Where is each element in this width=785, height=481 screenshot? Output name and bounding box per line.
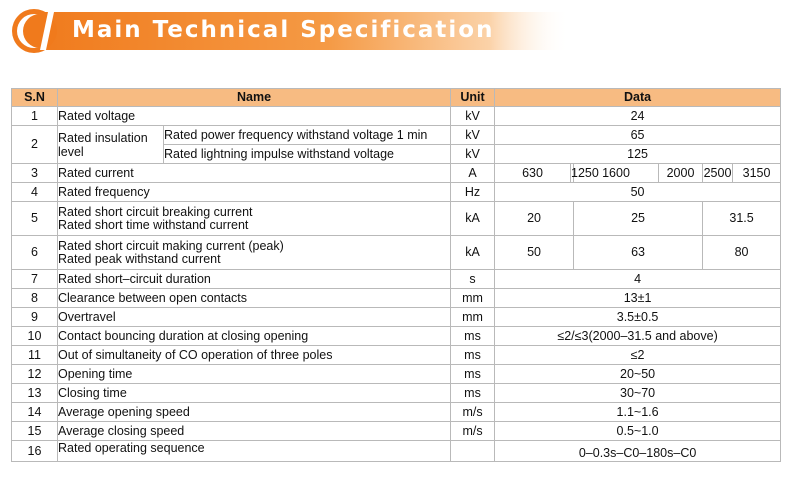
row-sub-name: Rated lightning impulse withstand voltage: [164, 145, 451, 164]
row-sn: 9: [12, 308, 58, 327]
row-name: Rated voltage: [58, 107, 451, 126]
table-header-row: [12, 89, 781, 107]
table-row: [12, 365, 781, 384]
row-data: ≤2: [495, 346, 781, 365]
row-data: 24: [495, 107, 781, 126]
row-unit: [451, 441, 495, 462]
row-sn: 7: [12, 270, 58, 289]
row-name: Contact bouncing duration at closing opening: [58, 327, 451, 346]
table-row: [12, 308, 781, 327]
row-unit: m/s: [451, 422, 495, 441]
row-data: ≤2/≤3(2000–31.5 and above): [495, 327, 781, 346]
row-sn: 8: [12, 289, 58, 308]
table-row: [12, 236, 781, 270]
row-unit: A: [451, 164, 495, 183]
row-name: Rated operating sequence: [58, 441, 451, 462]
breaking-current-value: 20: [495, 202, 574, 236]
table-row: [12, 403, 781, 422]
table-row: [12, 422, 781, 441]
row-data: 125: [495, 145, 781, 164]
row-sn: 15: [12, 422, 58, 441]
table-row: [12, 384, 781, 403]
row-sn: 10: [12, 327, 58, 346]
row-sn: 14: [12, 403, 58, 422]
row-unit: ms: [451, 327, 495, 346]
row-sn: 16: [12, 441, 58, 462]
title-banner: [10, 8, 570, 54]
row-unit: mm: [451, 308, 495, 327]
row-data: 13±1: [495, 289, 781, 308]
row-sn: 1: [12, 107, 58, 126]
row-name-line: Rated short circuit making current (peak): [58, 238, 284, 253]
row-data: 65: [495, 126, 781, 145]
breaking-current-value: 31.5: [703, 202, 781, 236]
row-unit: m/s: [451, 403, 495, 422]
current-value: 3150: [733, 164, 781, 183]
row-unit: kV: [451, 126, 495, 145]
row-data: 0–0.3s–C0–180s–C0: [495, 441, 781, 462]
row-name: Overtravel: [58, 308, 451, 327]
row-unit: ms: [451, 346, 495, 365]
header-sn: S.N: [12, 89, 58, 107]
header-data: Data: [495, 89, 781, 107]
row-sn: 11: [12, 346, 58, 365]
row-name: Average closing speed: [58, 422, 451, 441]
current-value: 1600: [574, 164, 659, 183]
row-unit: kA: [451, 202, 495, 236]
row-name-line: Rated short time withstand current: [58, 217, 249, 232]
row-sn: 12: [12, 365, 58, 384]
row-sn: 3: [12, 164, 58, 183]
row-name-line: Rated peak withstand current: [58, 251, 221, 266]
row-name: Closing time: [58, 384, 451, 403]
row-name: Rated current: [58, 164, 451, 183]
row-data: 50: [495, 183, 781, 202]
row-sub-name: Rated power frequency withstand voltage 1 min: [164, 126, 451, 145]
row-data: 30~70: [495, 384, 781, 403]
page-title: Main Technical Specification: [72, 17, 495, 43]
row-name: Average opening speed: [58, 403, 451, 422]
table-row: [12, 270, 781, 289]
current-value: 630: [495, 164, 571, 183]
row-unit: kV: [451, 145, 495, 164]
making-current-value: 50: [495, 236, 574, 270]
row-name: Opening time: [58, 365, 451, 384]
row-name: Out of simultaneity of CO operation of three poles: [58, 346, 451, 365]
header-unit: Unit: [451, 89, 495, 107]
row-name: Rated short–circuit duration: [58, 270, 451, 289]
header-name: Name: [58, 89, 451, 107]
making-current-value: 80: [703, 236, 781, 270]
row-sn: 13: [12, 384, 58, 403]
row-unit: kV: [451, 107, 495, 126]
breaking-current-value: 25: [574, 202, 703, 236]
table-row: [12, 289, 781, 308]
table-row: [12, 183, 781, 202]
row-name: [58, 202, 451, 236]
table-row: [12, 441, 781, 462]
row-unit: kA: [451, 236, 495, 270]
making-current-value: 63: [574, 236, 703, 270]
current-value: 1250: [571, 164, 574, 183]
row-sn: 2: [12, 126, 58, 164]
row-unit: ms: [451, 365, 495, 384]
row-data: 4: [495, 270, 781, 289]
row-unit: Hz: [451, 183, 495, 202]
row-data: 0.5~1.0: [495, 422, 781, 441]
row-data: 1.1~1.6: [495, 403, 781, 422]
row-unit: mm: [451, 289, 495, 308]
row-unit: ms: [451, 384, 495, 403]
row-data: 3.5±0.5: [495, 308, 781, 327]
table-row: [12, 327, 781, 346]
table-row: [12, 346, 781, 365]
row-group-name: Rated insulation level: [58, 126, 164, 164]
row-data: 20~50: [495, 365, 781, 384]
row-sn: 6: [12, 236, 58, 270]
current-value: 2500: [703, 164, 733, 183]
row-name-line: Rated short circuit breaking current: [58, 204, 253, 219]
row-name: [58, 236, 451, 270]
table-row: [12, 202, 781, 236]
current-value: 2000: [659, 164, 703, 183]
row-sn: 4: [12, 183, 58, 202]
table-row: [12, 107, 781, 126]
row-sn: 5: [12, 202, 58, 236]
row-name: Rated frequency: [58, 183, 451, 202]
spec-table: [11, 88, 781, 462]
row-unit: s: [451, 270, 495, 289]
table-row: [12, 164, 781, 183]
row-name: Clearance between open contacts: [58, 289, 451, 308]
table-row: [12, 126, 781, 145]
